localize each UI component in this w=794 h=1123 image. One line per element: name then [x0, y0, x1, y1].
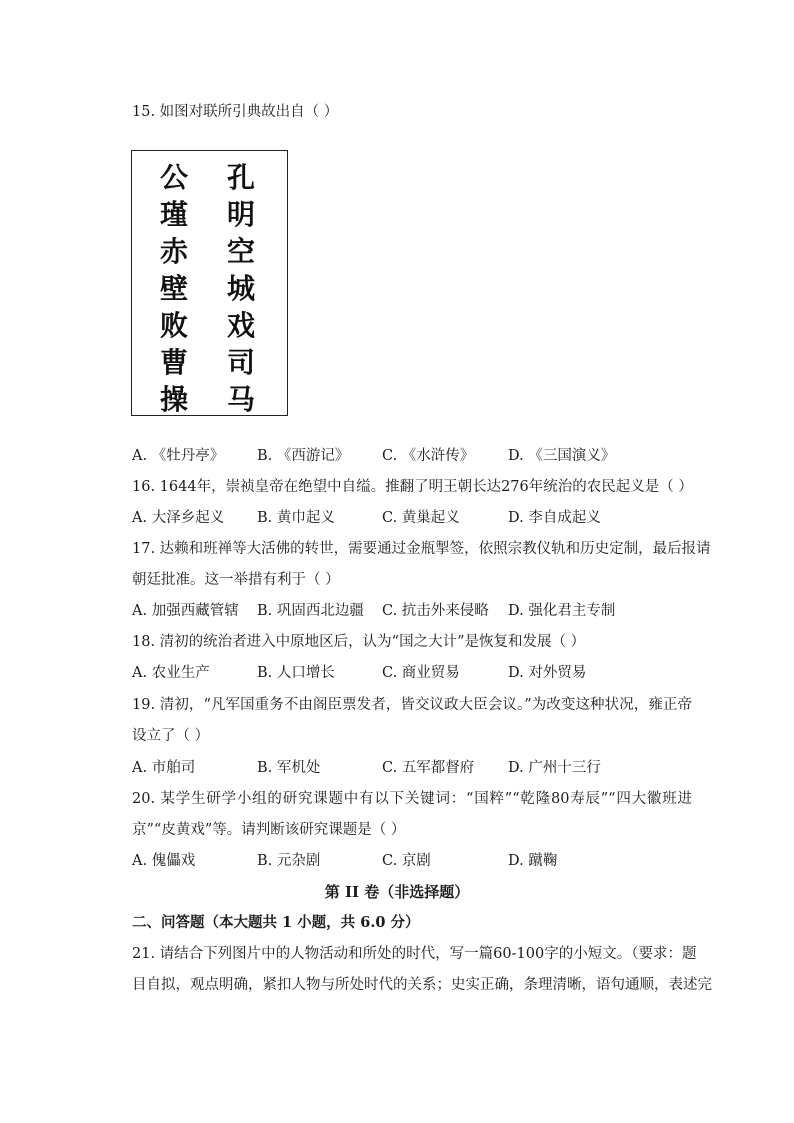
option-c[interactable]: C. 抗击外来侵略	[382, 603, 489, 619]
option-a[interactable]: A. 市舶司	[132, 760, 196, 776]
question-16-options	[132, 508, 692, 528]
couplet-char: 公	[159, 161, 188, 194]
question-15-stem: 15. 如图对联所引典故出自（ ）	[132, 104, 339, 120]
option-d[interactable]: D. 广州十三行	[508, 760, 601, 776]
option-a[interactable]: A. 加强西藏管辖	[132, 603, 239, 619]
question-20-options	[132, 851, 692, 871]
option-d[interactable]: D. 对外贸易	[508, 665, 587, 681]
section-heading: 二、问答题（本大题共 1 小题，共 6.0 分）	[132, 914, 420, 931]
option-b[interactable]: B. 军机处	[257, 760, 321, 776]
question-17-options	[132, 601, 692, 621]
option-c[interactable]: C. 商业贸易	[382, 665, 460, 681]
couplet-char: 瑾	[159, 198, 188, 231]
section-title: 第 II 卷（非选择题）	[324, 883, 470, 901]
couplet-char: 孔	[226, 161, 255, 194]
couplet-right-column	[219, 159, 263, 418]
option-d[interactable]: D. 强化君主专制	[508, 603, 616, 619]
couplet-char: 操	[159, 383, 188, 416]
couplet-char: 司	[226, 346, 255, 379]
couplet-char: 败	[159, 309, 188, 342]
option-d[interactable]: D. 《三国演义》	[508, 448, 616, 464]
option-c[interactable]: C. 黄巢起义	[382, 510, 460, 526]
question-17-stem-line-2: 朝廷批准。这一举措有利于（ ）	[132, 572, 340, 588]
question-18-options	[132, 663, 692, 683]
couplet-char: 戏	[226, 309, 255, 342]
couplet-char: 空	[226, 235, 255, 268]
option-b[interactable]: B. 巩固西北边疆	[257, 603, 364, 619]
option-b[interactable]: B. 黄巾起义	[257, 510, 335, 526]
couplet-char: 赤	[159, 235, 188, 268]
option-b[interactable]: B. 元杂剧	[257, 853, 321, 869]
option-a[interactable]: A. 农业生产	[132, 665, 210, 681]
couplet-char: 明	[226, 198, 255, 231]
option-a[interactable]: A. 《牡丹亭》	[132, 448, 225, 464]
option-d[interactable]: D. 李自成起义	[508, 510, 601, 526]
couplet-char: 马	[226, 383, 255, 416]
option-c[interactable]: C. 《水浒传》	[382, 448, 475, 464]
question-21-stem-line-2: 目自拟，观点明确，紧扣人物与所处时代的关系；史实正确，条理清晰，语句通顺，表述完	[132, 977, 712, 993]
option-b[interactable]: B. 《西游记》	[257, 448, 350, 464]
couplet-char: 曹	[159, 346, 188, 379]
couplet-char: 城	[226, 272, 255, 305]
couplet-left-column	[152, 159, 196, 418]
option-b[interactable]: B. 人口增长	[257, 665, 335, 681]
option-c[interactable]: C. 京剧	[382, 853, 431, 869]
question-19-stem-line-2: 设立了（ ）	[132, 728, 210, 744]
question-19-stem-line-1: 19. 清初，“凡军国重务不由阁臣票发者，皆交议政大臣会议。”为改变这种状况，雍正帝	[132, 697, 692, 713]
question-15-options	[132, 446, 692, 466]
question-19-options	[132, 758, 692, 778]
couplet-char: 壁	[159, 272, 188, 305]
option-a[interactable]: A. 大泽乡起义	[132, 510, 225, 526]
question-20-stem-line-1: 20. 某学生研学小组的研究课题中有以下关键词：“国粹”“乾隆80寿辰”“四大徽班进	[132, 791, 692, 807]
option-c[interactable]: C. 五军都督府	[382, 760, 475, 776]
couplet-image	[131, 150, 288, 416]
option-a[interactable]: A. 傀儡戏	[132, 853, 196, 869]
question-16-stem: 16. 1644年，崇祯皇帝在绝望中自缢。推翻了明王朝长达276年统治的农民起义是（ ）	[132, 479, 693, 495]
option-d[interactable]: D. 蹴鞠	[508, 853, 558, 869]
question-17-stem-line-1: 17. 达赖和班禅等大活佛的转世，需要通过金瓶掣签，依照宗教仪轨和历史定制，最后报请	[132, 541, 711, 557]
question-21-stem-line-1: 21. 请结合下列图片中的人物活动和所处的时代，写一篇60-100字的小短文。（要求：题	[132, 946, 697, 962]
question-18-stem: 18. 清初的统治者进入中原地区后，认为“国之大计”是恢复和发展（ ）	[132, 634, 586, 650]
question-20-stem-line-2: 京”“皮黄戏”等。请判断该研究课题是（ ）	[132, 822, 406, 838]
